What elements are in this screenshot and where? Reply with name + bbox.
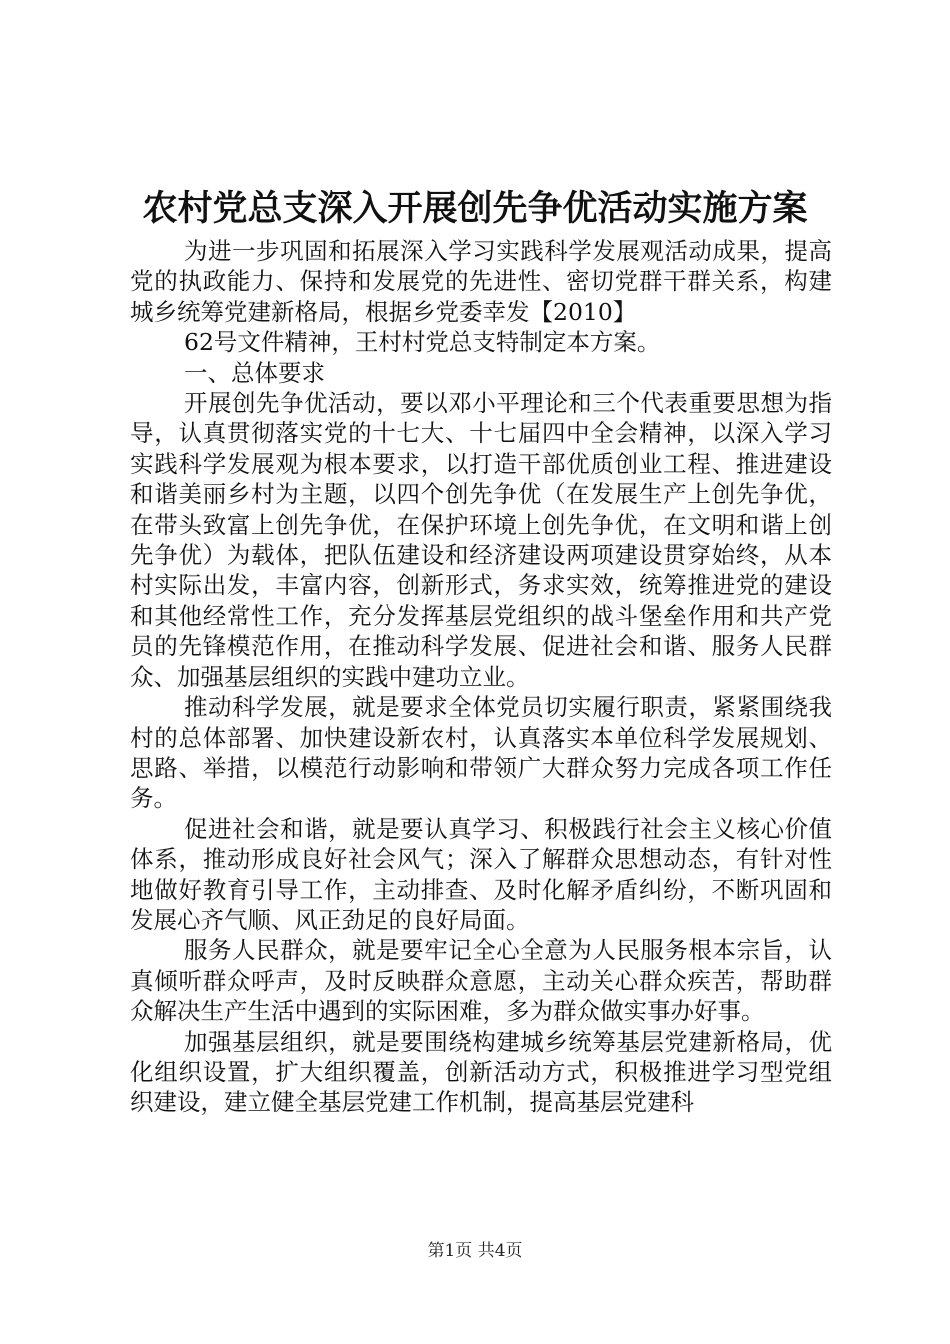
paragraph-intro-continued: 62号文件精神，王村村党总支特制定本方案。: [184, 328, 661, 357]
document-body: [130, 236, 832, 1118]
paragraph-strengthen-organization: 加强基层组织，就是要围绕构建城乡统筹基层党建新格局，优化组织设置，扩大组织覆盖，创新活动方式，积极推进学习型党组织建设，建立健全基层党建工作机制，提高基层党建科: [130, 1027, 832, 1117]
paragraph-intro: 为进一步巩固和拓展深入学习实践科学发展观活动成果，提高党的执政能力、保持和发展党的先进性、密切党群干群关系，构建城乡统筹党建新格局，根据乡党委幸发【2010】: [130, 237, 832, 326]
document-title: 农村党总支深入开展创先争优活动实施方案: [142, 188, 808, 229]
paragraph-scientific-development: 推动科学发展，就是要求全体党员切实履行职责，紧紧围绕我村的总体部署、加快建设新农村，认真落实本单位科学发展规划、思路、举措，以模范行动影响和带领广大群众努力完成各项工作任务。: [130, 693, 832, 813]
section-heading-general-requirements: 一、总体要求: [184, 358, 325, 387]
paragraph-general-requirements: 开展创先争优活动，要以邓小平理论和三个代表重要思想为指导，认真贯彻落实党的十七大、十七届四中全会精神，以深入学习实践科学发展观为根本要求，以打造干部优质创业工程、推进建设和谐美丽乡村为主题，以四个创先争优（在发展生产上创先争优，在带头致富上创先争优，在保护环境上创先争优，在文明和谐上创先争优）为载体，把队伍建设和经济建设两项建设贯穿始终，从本村实际出发，丰富内容，创新形式，务求实效，统筹推进党的建设和其他经常性工作，充分发挥基层党组织的战斗堡垒作用和共产党员的先锋模范作用，在推动科学发展、促进社会和谐、服务人民群众、加强基层组织的实践中建功立业。: [130, 389, 832, 691]
paragraph-social-harmony: 促进社会和谐，就是要认真学习、积极践行社会主义核心价值体系，推动形成良好社会风气；深入了解群众思想动态，有针对性地做好教育引导工作，主动排查、及时化解矛盾纠纷，不断巩固和发展心齐气顺、风正劲足的良好局面。: [130, 814, 832, 934]
paragraph-serve-the-people: 服务人民群众，就是要牢记全心全意为人民服务根本宗旨，认真倾听群众呼声，及时反映群众意愿，主动关心群众疾苦，帮助群众解决生产生活中遇到的实际困难，多为群众做实事办好事。: [130, 936, 832, 1026]
page-number-footer: 第1页 共4页: [427, 1241, 523, 1261]
